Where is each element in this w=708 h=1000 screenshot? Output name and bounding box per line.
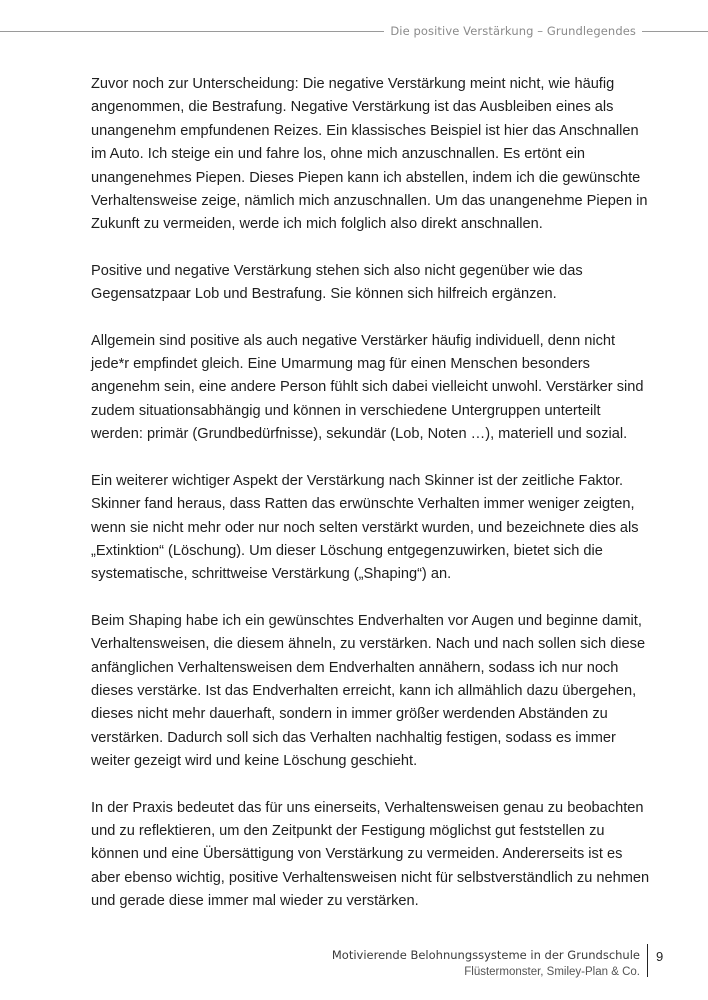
- running-header: Die positive Verstärkung – Grundlegendes: [384, 21, 642, 41]
- paragraph: Ein weiterer wichtiger Aspekt der Verstärkung nach Skinner ist der zeitliche Faktor. Skinner fand heraus, dass Ratten das erwünschte Verhalten immer weniger zeigten, wenn sie nicht mehr oder nur noch selten verstärkt wurden, und bezeichnete dies als „Extinktion“ (Löschung). Um dieser Löschung entgegenzuwirken, bietet sich die systematische, schrittweise Verstärkung („Shaping“) an.: [91, 472, 639, 583]
- footer-book-subtitle: Flüstermonster, Smiley-Plan & Co.: [464, 966, 640, 978]
- running-footer: [332, 947, 640, 980]
- paragraph: Positive und negative Verstärkung stehen sich also nicht gegenüber wie das Gegensatzpaar Lob und Bestrafung. Sie können sich hilfreich ergänzen.: [91, 262, 583, 303]
- page-number: 9: [656, 949, 664, 964]
- paragraph: Allgemein sind positive als auch negative Verstärker häufig individuell, denn nicht jede*r empfindet gleich. Eine Umarmung mag für einen Menschen besonders angenehm sein, eine andere Person fühlt sich dabei vielleicht unwohl. Verstärker sind zudem situationsabhängig und können in verschiedene Untergruppen unterteilt werden: primär (Grundbedürfnisse), sekundär (Lob, Noten …), materiell und sozial.: [91, 332, 644, 443]
- body-text: [91, 73, 651, 937]
- paragraph: Beim Shaping habe ich ein gewünschtes Endverhalten vor Augen und beginne damit, Verhaltensweisen, die diesem ähneln, zu verstärken. Nach und nach sollen sich diese anfänglichen Verhaltensweisen dem Endverhalten annähern, sodass ich nur noch dieses verstärke. Ist das Endverhalten erreicht, kann ich allmählich dazu übergehen, dieses nicht mehr dauerhaft, sondern in immer größer werdenden Abständen zu verstärken. Dadurch soll sich das Verhalten nachhaltig festigen, sodass es immer weiter gezeigt wird und keine Löschung geschieht.: [91, 612, 646, 770]
- paragraph: In der Praxis bedeutet das für uns einerseits, Verhaltensweisen genau zu beobachten und zu reflektieren, um den Zeitpunkt der Festigung möglichst gut feststellen zu können und eine Übersättigung von Verstärkung zu vermeiden. Andererseits ist es aber ebenso wichtig, positive Verhaltensweisen nicht für selbstverständlich zu nehmen und gerade diese immer mal wieder zu verstärken.: [91, 799, 650, 910]
- footer-book-title: Motivierende Belohnungssysteme in der Grundschule: [331, 948, 640, 962]
- footer-divider: [647, 944, 648, 977]
- paragraph: Zuvor noch zur Unterscheidung: Die negative Verstärkung meint nicht, wie häufig angenommen, die Bestrafung. Negative Verstärkung ist das Ausbleiben eines als unangenehm empfundenen Reizes. Ein klassisches Beispiel ist hier das Anschnallen im Auto. Ich steige ein und fahre los, ohne mich anzuschnallen. Es ertönt ein unangenehmes Piepen. Dieses Piepen kann ich abstellen, indem ich die gewünschte Verhaltensweise zeige, nämlich mich anzuschnallen. Um das unangenehme Piepen in Zukunft zu vermeiden, werde ich mich folglich also direkt anschnallen.: [91, 76, 648, 233]
